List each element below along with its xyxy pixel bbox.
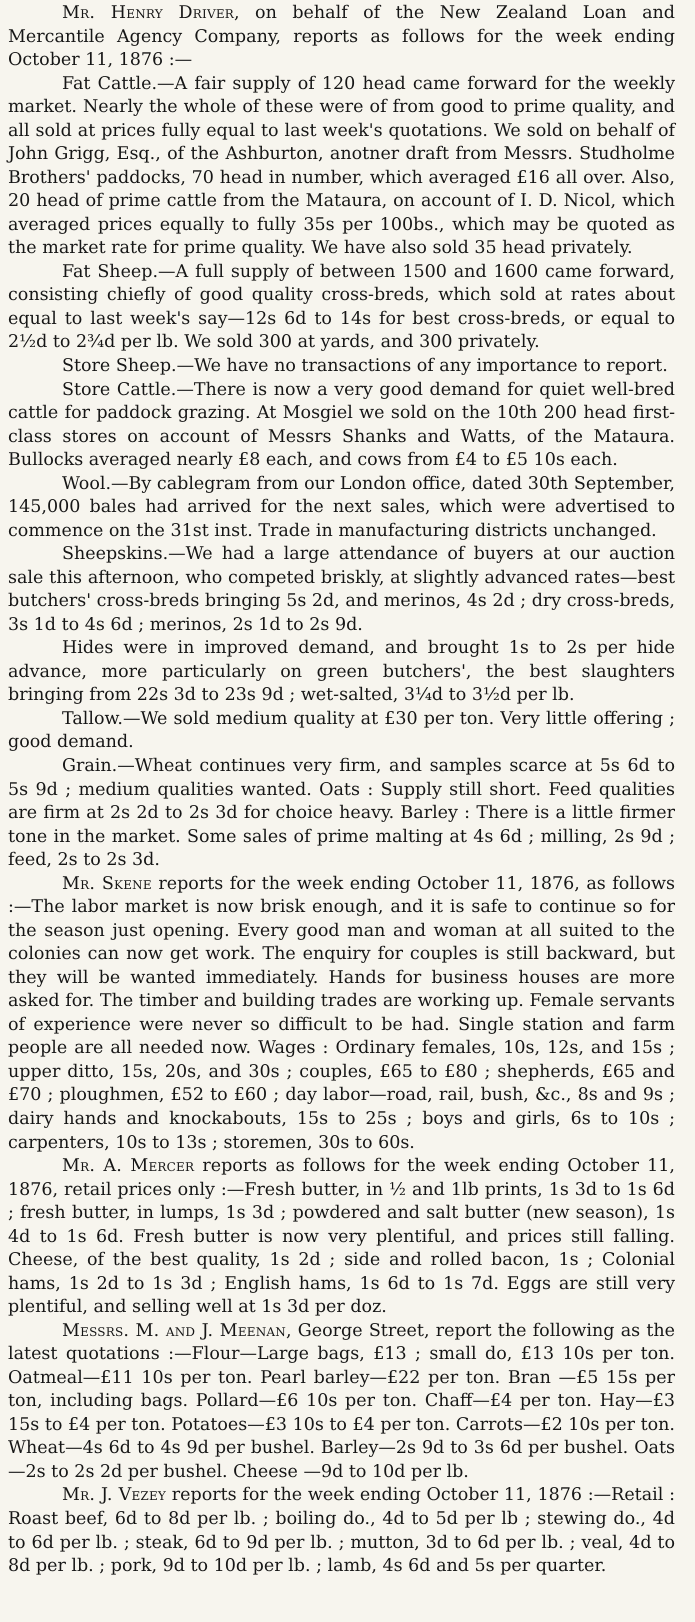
paragraph-meenan-quotations	[8, 1320, 675, 1485]
paragraph-fat-cattle	[8, 73, 675, 261]
paragraph-wool	[8, 473, 675, 544]
paragraph-vezey-meat	[8, 1484, 675, 1578]
paragraph-text: Store Sheep.—We have no transactions of any importance to report.	[62, 355, 668, 376]
paragraph-text: Store Cattle.—There is now a very good demand for quiet well-bred cattle for paddock grazing. At Mosgiel we sold on the 10th 200 head first-class stores on account of Messrs Shanks and Watts, of the Mataura. Bullocks averaged nearly £8 each, and cows from £4 to £5 10s each.	[8, 379, 675, 471]
newspaper-column	[8, 0, 675, 1579]
paragraph-hides	[8, 637, 675, 708]
paragraph-fat-sheep	[8, 261, 675, 355]
paragraph-text: Sheepskins.—We had a large attendance of buyers at our auction sale this afternoon, who competed briskly, at slightly advanced rates—best butchers' cross-breds bringing 5s 2d, and merinos, 4s 2d ; dry cross-breds, 3s 1d to 4s 6d ; merinos, 2s 1d to 2s 9d.	[8, 544, 675, 635]
paragraph-skene-labor	[8, 873, 675, 1155]
paragraph-text: Fat Sheep.—A full supply of between 1500 and 1600 came forward, consisting chiefly of good quality cross-breds, which sold at rates about equal to last week's say—12s 6d to 14s for best cross-breds, or equal to 2½d to 2¾d per lb. We sold 300 at yards, and 300 privately.	[8, 261, 675, 353]
paragraph-text: Wool.—By cablegram from our London office, dated 30th September, 145,000 bales had arrived for the next sales, which were advertised to commence on the 31st inst. Trade in manufacturing districts unchanged.	[8, 473, 675, 541]
paragraph-store-cattle	[8, 379, 675, 473]
reporter-name: Mr. A. Mercer	[62, 1156, 195, 1177]
paragraph-store-sheep	[8, 355, 675, 379]
paragraph-grain	[8, 755, 675, 873]
paragraph-text: Hides were in improved demand, and brought 1s to 2s per hide advance, more particularly on green butchers', the best slaughters bringing from 22s 3d to 23s 9d ; wet-salted, 3¼d to 3½d per lb.	[8, 638, 675, 706]
paragraph-text: Grain.—Wheat continues very firm, and samples scarce at 5s 6d to 5s 9d ; medium qualities wanted. Oats : Supply still short. Feed qualities are firm at 2s 2d to 2s 3d for choice heavy. Barley : There is a little firmer tone in the market. Some sales of prime malting at 4s 6d ; milling, 2s 9d ; feed, 2s to 2s 3d.	[8, 756, 675, 871]
reporter-name: Mr. J. Vezey	[62, 1485, 167, 1506]
paragraph-text: reports for the week ending October 11, 1876 :—Retail : Roast beef, 6d to 8d per lb. ; boiling do., 4d to 5d per lb ; stewing do., 4d to 6d per lb. ; steak, 6d to 9d per lb. ; mutton, 3d to 6d per lb. ; veal, 4d to 8d per lb. ; pork, 9d to 10d per lb. ; lamb, 4s 6d and 5s per quarter.	[8, 1485, 675, 1577]
paragraph-mercer-retail	[8, 1155, 675, 1320]
paragraph-text: reports for the week ending October 11, 1876, as follows :—The labor market is now brisk enough, and it is safe to continue so for the season just opening. Every good man and woman at all suited to the colonies can now get work. The enquiry for couples is still backward, but they will be wanted immediately. Hands for business houses are more asked for. The timber and building trades are working up. Female servants of experience were never so difficult to be had. Single station and farm people are all needed now. Wages : Ordinary females, 10s, 12s, and 15s ; upper ditto, 15s, 20s, and 30s ; couples, £65 to £80 ; shepherds, £65 and £70 ; ploughmen, £52 to £60 ; day labor—road, rail, bush, &c., 8s and 9s ; dairy hands and knockabouts, 15s to 25s ; boys and girls, 6s to 10s ; carpenters, 10s to 13s ; storemen, 30s to 60s.	[8, 873, 676, 1153]
paragraph-text: Tallow.—We sold medium quality at £30 per ton. Very little offering ; good demand.	[8, 708, 675, 753]
paragraph-text: Fat Cattle.—A fair supply of 120 head came forward for the weekly market. Nearly the whole of these were of from good to prime quality, and all sold at prices fully equal to last week's quotations. We sold on behalf of John Grigg, Esq., of the Ashburton, anotner draft from Messrs. Studholme Brothers' paddocks, 70 head in number, which averaged £16 all over. Also, 20 head of prime cattle from the Mataura, on account of I. D. Nicol, which averaged prices equally to fully 35s per 100bs., which may be quoted as the market rate for prime quality. We have also sold 35 head privately.	[8, 73, 675, 259]
paragraph-tallow	[8, 708, 675, 755]
paragraph-text: , on behalf of the New Zealand Loan and Mercantile Agency Company, reports as follows for the week ending October 11, 1876 :—	[8, 3, 676, 71]
paragraph-text: , George Street, report the following as the latest quotations :—Flour—Large bags, £13 ; small do, £13 10s per ton. Oatmeal—£11 10s per ton. Pearl barley—£22 per ton. Bran —£5 15s per ton, including bags. Pollard—£6 10s per ton. Chaff—£4 per ton. Hay—£3 15s to £4 per ton. Potatoes—£3 10s to £4 per ton. Carrots—£2 10s per ton. Wheat—4s 6d to 4s 9d per bushel. Barley—2s 9d to 3s 6d per bushel. Oats—2s to 2s 2d per bushel. Cheese —9d to 10d per lb.	[8, 1320, 675, 1482]
paragraph-nz-loan-company	[8, 2, 675, 73]
paragraph-text: reports as follows for the week ending October 11, 1876, retail prices only :—Fresh butter, in ½ and 1lb prints, 1s 3d to 1s 6d ; fresh butter, in lumps, 1s 3d ; powdered and salt butter (new season), 1s 4d to 1s 6d. Fresh butter is now very plentiful, and prices still falling. Cheese, of the best quality, 1s 2d ; side and rolled bacon, 1s ; Colonial hams, 1s 2d to 1s 3d ; English hams, 1s 6d to 1s 7d. Eggs are still very plentiful, and selling well at 1s 3d per doz.	[8, 1156, 675, 1318]
reporter-name: Mr. Henry Driver	[62, 3, 235, 23]
reporter-name: Messrs. M. and J. Meenan	[62, 1320, 287, 1341]
reporter-name: Mr. Skene	[62, 873, 152, 894]
paragraph-sheepskins	[8, 543, 675, 637]
